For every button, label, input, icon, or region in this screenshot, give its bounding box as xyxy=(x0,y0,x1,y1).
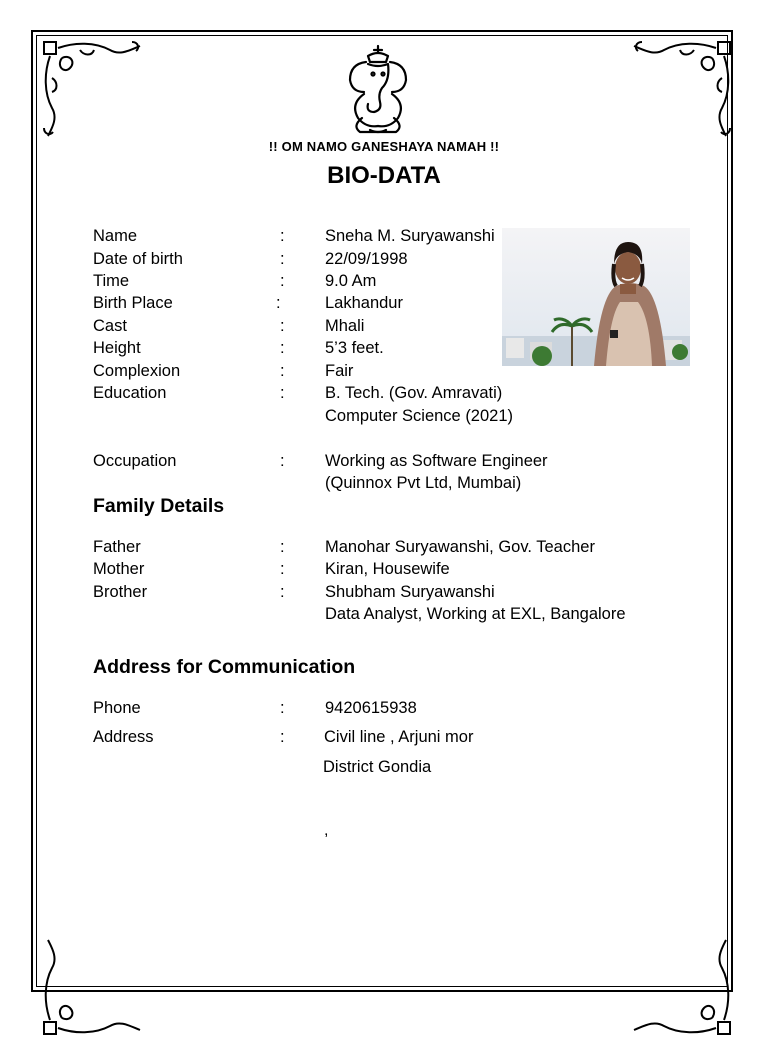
address-heading: Address for Communication xyxy=(93,656,356,678)
education-continuation: Computer Science (2021) xyxy=(325,407,514,425)
detail-label: Brother xyxy=(93,583,148,601)
corner-ornament-top-left xyxy=(40,38,150,138)
detail-label: Complexion xyxy=(93,362,181,380)
detail-separator: : xyxy=(280,384,285,402)
detail-label: Date of birth xyxy=(93,250,183,268)
address-continuation: District Gondia xyxy=(323,758,432,776)
detail-label: Cast xyxy=(93,317,127,335)
detail-label: Time xyxy=(93,272,130,290)
profile-photo xyxy=(502,228,690,366)
detail-value: 5’3 feet. xyxy=(325,339,384,357)
detail-separator: : xyxy=(280,728,285,746)
family-details-heading: Family Details xyxy=(93,495,225,517)
detail-separator: : xyxy=(280,227,285,245)
detail-separator: : xyxy=(280,362,285,380)
detail-value: Lakhandur xyxy=(325,294,403,312)
detail-value: Fair xyxy=(325,362,354,380)
detail-value: Working as Software Engineer xyxy=(325,452,548,470)
detail-label: Occupation xyxy=(93,452,177,470)
detail-value: B. Tech. (Gov. Amravati) xyxy=(325,384,503,402)
detail-label: Address xyxy=(93,728,154,746)
corner-ornament-top-right xyxy=(624,38,734,138)
detail-label: Name xyxy=(93,227,138,245)
detail-value: 22/09/1998 xyxy=(325,250,408,268)
invocation-text: !! OM NAMO GANESHAYA NAMAH !! xyxy=(268,139,500,154)
brother-continuation: Data Analyst, Working at EXL, Bangalore xyxy=(325,605,626,623)
detail-separator: : xyxy=(280,250,285,268)
detail-separator: : xyxy=(280,699,285,717)
detail-separator: : xyxy=(280,272,285,290)
detail-value: 9420615938 xyxy=(325,699,417,717)
corner-ornament-bottom-right xyxy=(624,938,734,1038)
detail-value: Shubham Suryawanshi xyxy=(325,583,495,601)
detail-value: Manohar Suryawanshi, Gov. Teacher xyxy=(325,538,595,556)
document-title: BIO-DATA xyxy=(327,162,441,189)
detail-label: Mother xyxy=(93,560,145,578)
detail-separator: : xyxy=(280,538,285,556)
detail-value: Sneha M. Suryawanshi xyxy=(325,227,495,245)
stray-comma: , xyxy=(324,822,329,839)
detail-label: Phone xyxy=(93,699,141,717)
detail-label: Birth Place xyxy=(93,294,173,312)
detail-label: Height xyxy=(93,339,141,357)
detail-value: 9.0 Am xyxy=(325,272,377,290)
detail-separator: : xyxy=(280,339,285,357)
detail-separator: : xyxy=(280,560,285,578)
corner-ornament-bottom-left xyxy=(40,938,150,1038)
detail-label: Education xyxy=(93,384,167,402)
detail-value: Mhali xyxy=(325,317,365,335)
occupation-continuation: (Quinnox Pvt Ltd, Mumbai) xyxy=(325,474,522,492)
detail-separator: : xyxy=(280,583,285,601)
detail-separator: : xyxy=(280,317,285,335)
detail-label: Father xyxy=(93,538,141,556)
detail-separator: : xyxy=(280,452,285,470)
detail-separator: : xyxy=(276,294,281,312)
detail-value: Civil line , Arjuni mor xyxy=(324,728,474,746)
ganesha-icon xyxy=(340,44,416,136)
detail-value: Kiran, Housewife xyxy=(325,560,450,578)
